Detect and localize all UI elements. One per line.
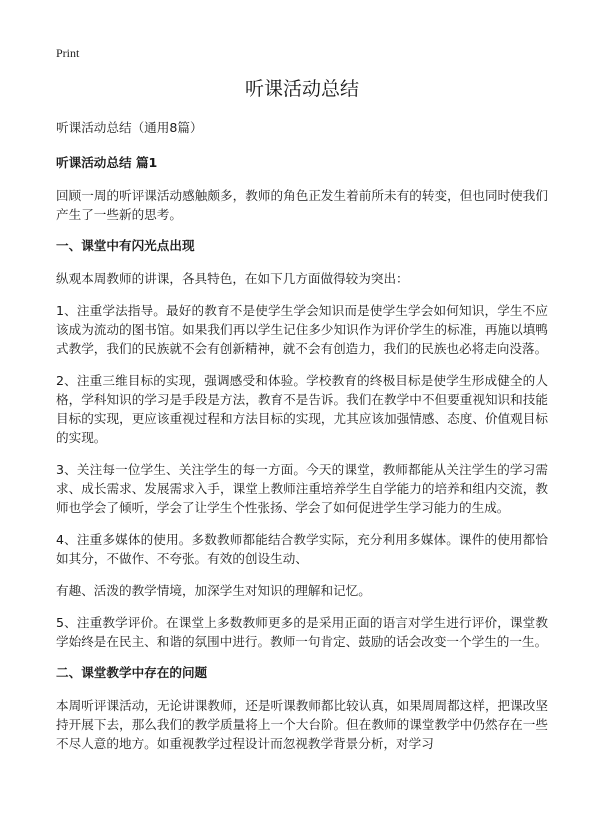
document-subtitle: 听课活动总结（通用8篇） <box>56 120 203 135</box>
point-1-paragraph: 1、注重学法指导。最好的教育不是使学生学会知识而是使学生学会如何知识，学生不应该成为流动的图书馆。如果我们再以学生记住多少知识作为评价学生的标准，再施以填鸭式教学，我们的民族就不会有创新精神，就不会有创造力，我们的民族也必将走向没落。 <box>56 303 548 356</box>
section-1-heading: 一、课堂中有闪光点出现 <box>56 238 195 253</box>
point-2-paragraph: 2、注重三维目标的实现，强调感受和体验。学校教育的终极目标是使学生形成健全的人格，学科知识的学习是手段是方法，教育不是告诉。我们在教学中不但要重视知识和技能目标的实现，更应该重视过程和方法目标的实现，尤其应该加强情感、态度、价值观目标的实现。 <box>56 373 548 445</box>
article-heading: 听课活动总结 篇1 <box>56 155 158 170</box>
intro-paragraph: 回顾一周的听评课活动感触颇多，教师的角色正发生着前所未有的转变，但也同时使我们产生了一些新的思考。 <box>56 188 548 222</box>
point-4-paragraph: 4、注重多媒体的使用。多数教师都能结合教学实际，充分利用多媒体。课件的使用都恰如其分，不做作、不夸张。有效的创设生动、 <box>56 532 548 566</box>
page-title: 听课活动总结 <box>244 78 359 100</box>
section-1-intro: 纵观本周教师的讲课，各具特色，在如下几方面做得较为突出： <box>56 271 409 286</box>
point-5-paragraph: 5、注重教学评价。在课堂上多数教师更多的是采用正面的语言对学生进行评价，课堂教学始终是在民主、和谐的氛围中进行。教师一句肯定、鼓励的话会改变一个学生的一生。 <box>56 615 548 649</box>
section-2-paragraph: 本周听评课活动，无论讲课教师，还是听课教师都比较认真，如果周周都这样，把课改坚持开展下去，那么我们的教学质量将上一个大台阶。但在教师的课堂教学中仍然存在一些不尽人意的地方。如重视教学过程设计而忽视教学背景分析，对学习 <box>56 698 548 751</box>
point-4-continuation: 有趣、活泼的教学情境，加深学生对知识的理解和记忆。 <box>56 583 371 598</box>
print-label[interactable]: Print <box>56 46 80 60</box>
point-3-paragraph: 3、关注每一位学生、关注学生的每一方面。今天的课堂，教师都能从关注学生的学习需求、成长需求、发展需求入手，课堂上教师注重培养学生自学能力的培养和组内交流，教师也学会了倾听，学会了让学生个性张扬、学会了如何促进学生学习能力的生成。 <box>56 462 548 515</box>
section-2-heading: 二、课堂教学中存在的问题 <box>56 665 208 680</box>
